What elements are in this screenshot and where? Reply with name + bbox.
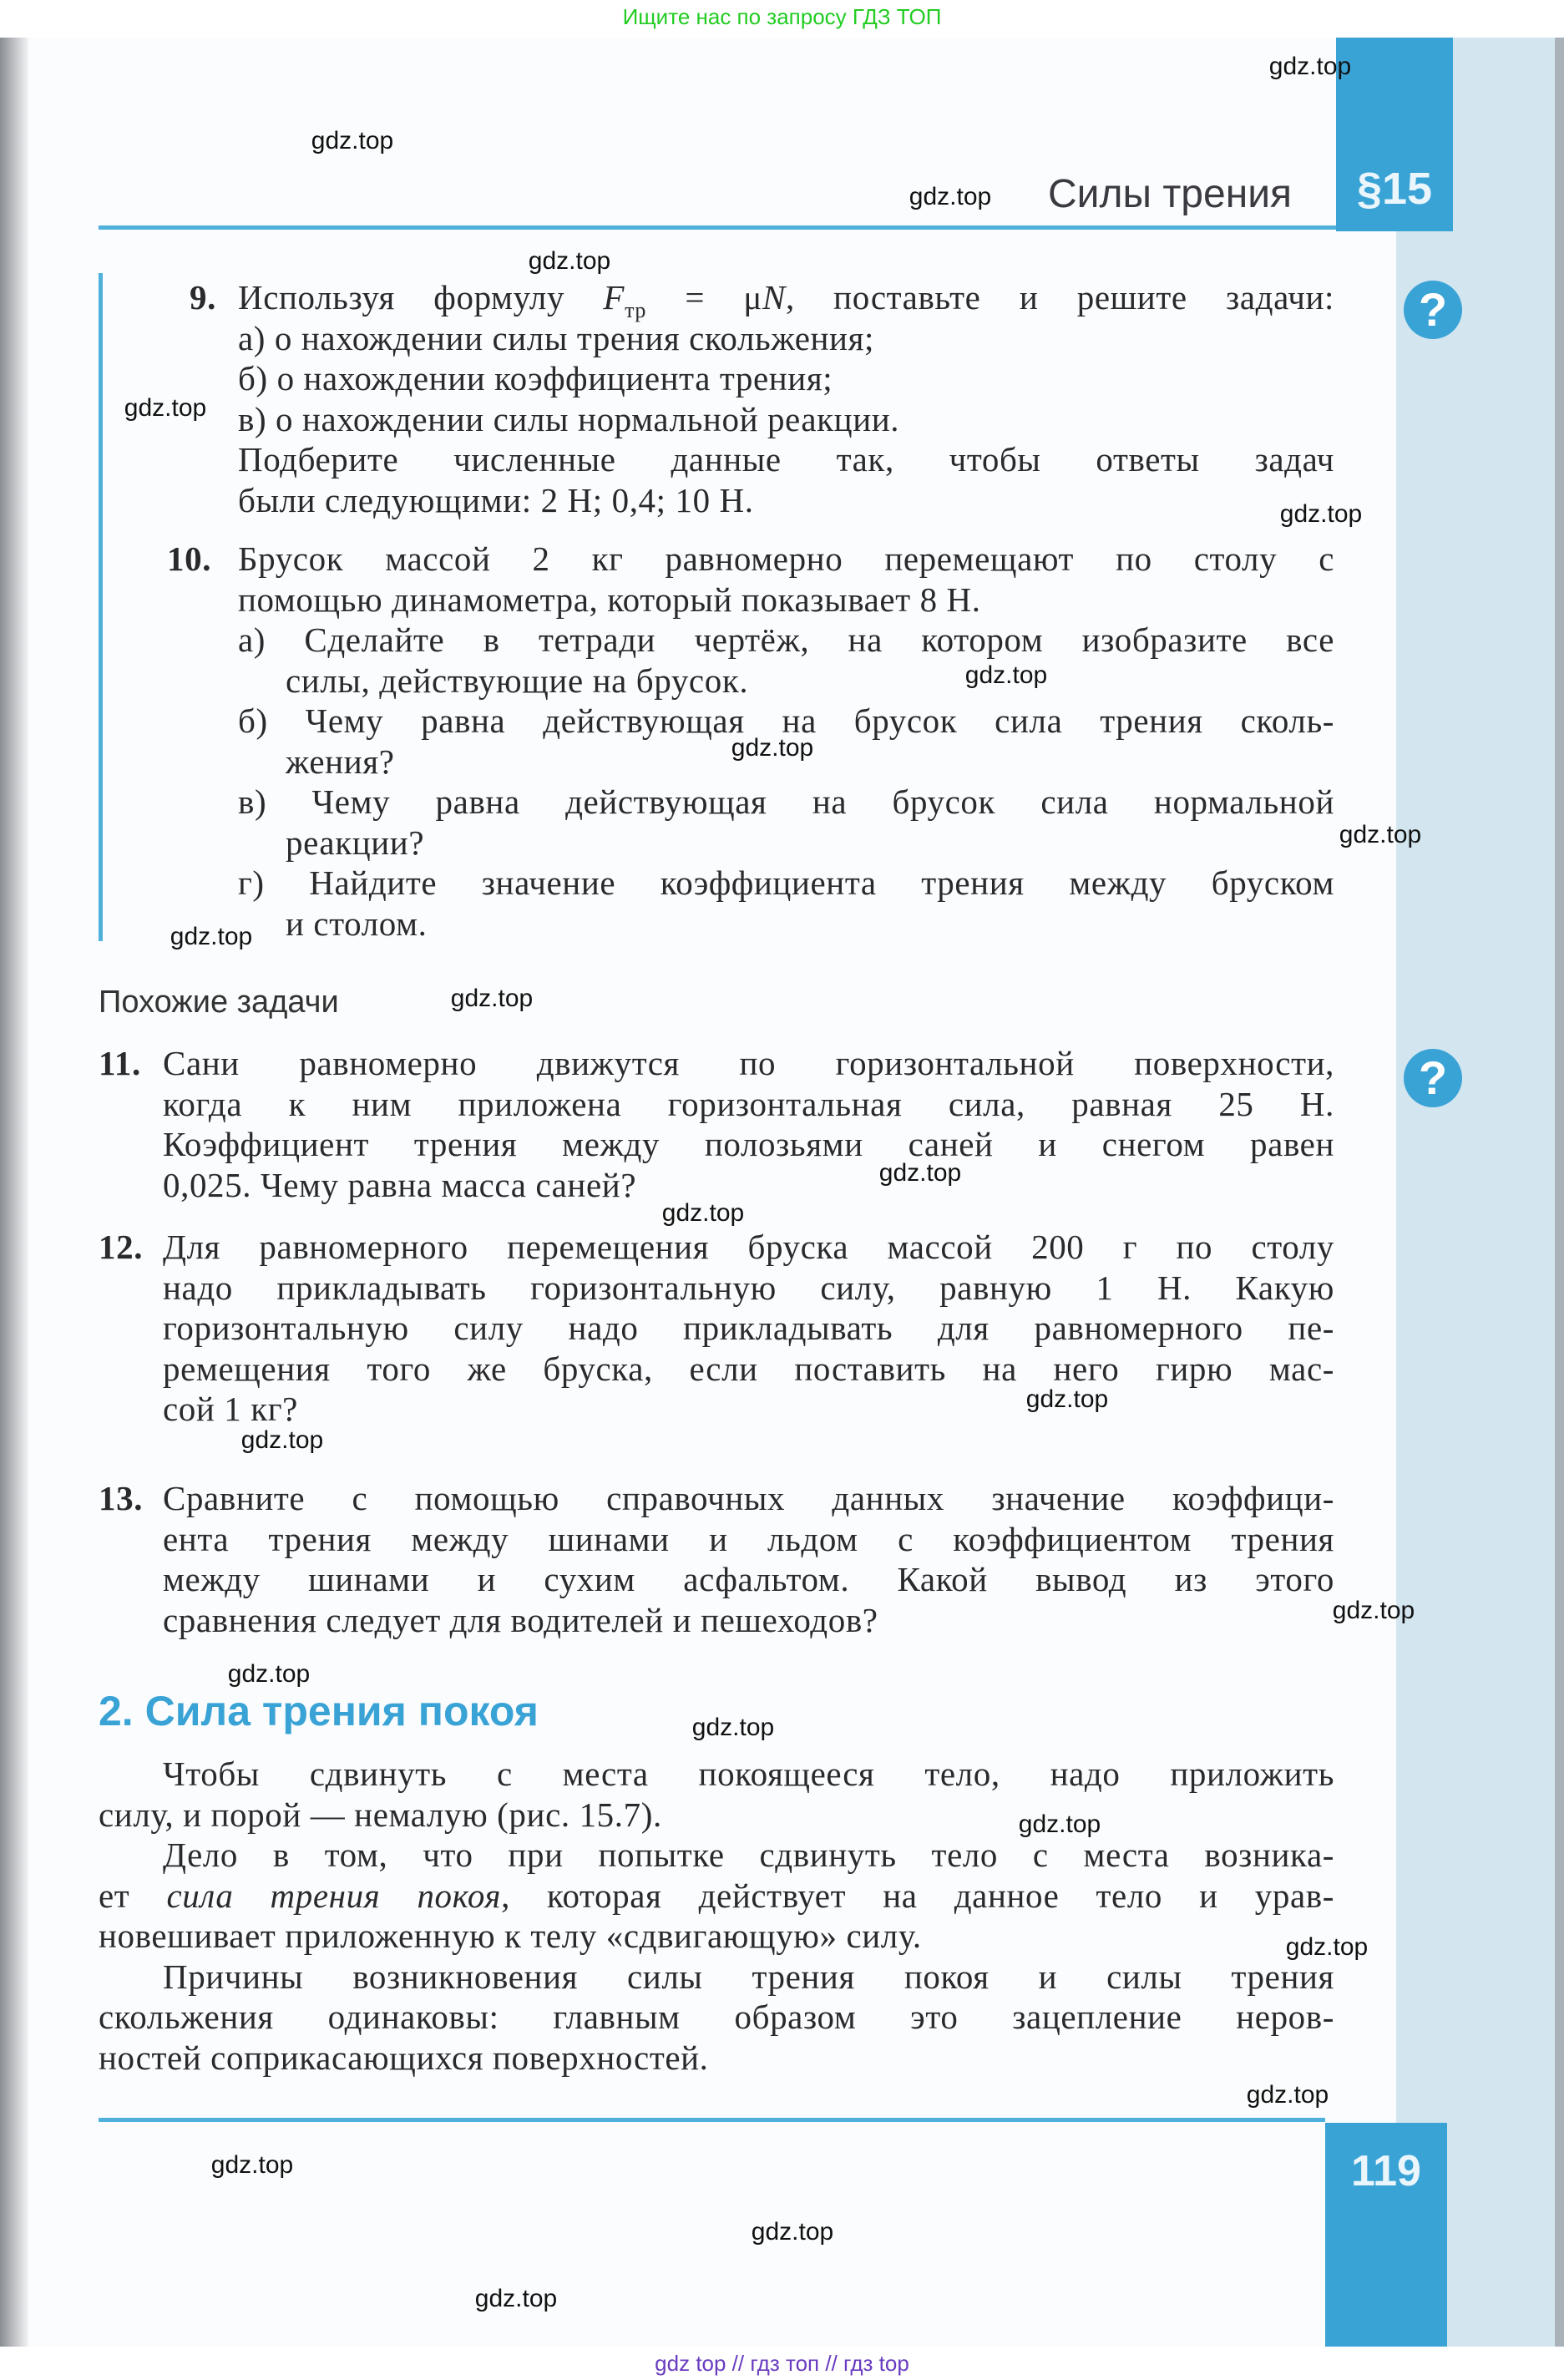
watermark: gdz.top xyxy=(170,923,253,950)
section-tab: §15 xyxy=(1336,38,1453,231)
watermark: gdz.top xyxy=(1285,1933,1369,1961)
text-line: новешивает приложенную к телу «сдвигающую» силу. xyxy=(99,1917,922,1955)
text-line: силы, действующие на брусок. xyxy=(286,661,749,700)
text-line: Причины возникновения силы трения покоя и силы трения xyxy=(163,1957,1334,1996)
task-11 xyxy=(99,1043,1334,1205)
text-line: сравнения следует для водителей и пешеходов? xyxy=(163,1600,878,1639)
text-line: ремещения того же бруска, если поставить на него гирю мас- xyxy=(163,1349,1334,1388)
task-number: 10. xyxy=(167,539,212,578)
text-line: силу, и порой — немалую (рис. 15.7). xyxy=(99,1795,662,1834)
watermark: gdz.top xyxy=(964,661,1048,689)
watermark: gdz.top xyxy=(210,2151,294,2179)
text-line: скольжения одинаковы: главным образом это зацепление неров- xyxy=(99,1998,1334,2036)
text-segment: , поставьте и решите задачи: xyxy=(785,278,1334,316)
text-line: надо прикладывать горизонтальную силу, равную 1 Н. Какую xyxy=(163,1268,1334,1307)
text-line: б) о нахождении коэффициента трения; xyxy=(238,359,833,398)
text-line: Коэффициент трения между полозьями саней и снегом равен xyxy=(163,1125,1334,1163)
text-line: а) Сделайте в тетради чертёж, на котором изобразите все xyxy=(238,620,1334,659)
watermark: gdz.top xyxy=(751,2218,834,2246)
watermark: gdz.top xyxy=(474,2285,558,2312)
text-line: горизонтальную силу надо прикладывать для равномерного пе- xyxy=(163,1309,1334,1347)
watermark: gdz.top xyxy=(124,394,207,422)
watermark: gdz.top xyxy=(227,1660,311,1688)
page-number: 119 xyxy=(1325,2123,1447,2347)
watermark: gdz.top xyxy=(1246,2081,1329,2109)
similar-tasks-label: Похожие задачи xyxy=(99,985,339,1020)
watermark: gdz.top xyxy=(661,1199,745,1227)
text-line: ента трения между шинами и льдом с коэффициентом трения xyxy=(163,1519,1334,1558)
text-line: помощью динамометра, который показывает 8 Н. xyxy=(238,580,981,619)
watermark: gdz.top xyxy=(1332,1597,1415,1624)
text-line: когда к ним приложена горизонтальная сила, равная 25 Н. xyxy=(163,1084,1334,1123)
question-icon: ? xyxy=(1404,1049,1462,1107)
page-title: Силы трения xyxy=(1048,172,1293,216)
task-12 xyxy=(99,1227,1334,1430)
watermark: gdz.top xyxy=(909,183,992,210)
task-10 xyxy=(99,539,1334,944)
task-number: 13. xyxy=(99,1479,144,1517)
watermark: gdz.top xyxy=(1339,821,1422,848)
watermark: gdz.top xyxy=(240,1426,324,1454)
italic-term: сила трения покоя xyxy=(166,1876,502,1915)
watermark: gdz.top xyxy=(528,247,611,275)
section-heading: 2. Сила трения покоя xyxy=(99,1688,539,1734)
text-line: Для равномерного перемещения бруска массой 200 г по столу xyxy=(163,1228,1334,1266)
text-line: Брусок массой 2 кг равномерно перемещают по столу с xyxy=(238,539,1334,578)
question-icon: ? xyxy=(1404,281,1462,339)
footer-links[interactable]: gdz top // гдз топ // гдз top xyxy=(0,2347,1564,2380)
task-9 xyxy=(99,277,1334,520)
watermark: gdz.top xyxy=(878,1159,962,1187)
watermark: gdz.top xyxy=(731,734,814,762)
watermark: gdz.top xyxy=(1268,53,1352,80)
watermark: gdz.top xyxy=(691,1714,775,1741)
watermark: gdz.top xyxy=(1018,1810,1101,1838)
text-line: жения? xyxy=(286,742,395,781)
text-line xyxy=(238,277,1334,322)
italic-term: N xyxy=(762,278,786,316)
italic-term: F xyxy=(603,278,625,316)
task-number: 11. xyxy=(99,1044,141,1082)
margin-strip xyxy=(1396,38,1555,2347)
page-edge xyxy=(1555,38,1564,2347)
text-line: и столом. xyxy=(286,904,428,943)
watermark: gdz.top xyxy=(1025,1385,1109,1413)
text-line: Сани равномерно движутся по горизонтальной поверхности, xyxy=(163,1044,1334,1082)
subscript: тр xyxy=(625,298,646,322)
text-line: были следующими: 2 Н; 0,4; 10 Н. xyxy=(238,480,754,519)
search-banner[interactable]: Ищите нас по запросу ГДЗ ТОП xyxy=(0,0,1564,38)
text-line: ностей соприкасающихся поверхностей. xyxy=(99,2038,709,2077)
watermark: gdz.top xyxy=(1279,500,1363,528)
paragraph-text xyxy=(99,1754,1334,2078)
text-line: Чтобы сдвинуть с места покоящееся тело, надо приложить xyxy=(163,1755,1334,1793)
text-line xyxy=(99,1876,1334,1917)
text-segment: = μ xyxy=(645,278,763,316)
task-number: 12. xyxy=(99,1228,144,1266)
text-line: б) Чему равна действующая на брусок сила трения сколь- xyxy=(238,701,1334,740)
text-line: в) Чему равна действующая на брусок сила нормальной xyxy=(238,782,1334,821)
text-line: реакции? xyxy=(286,823,425,862)
task-number: 9. xyxy=(190,278,216,316)
text-segment: , которая действует на данное тело и урав- xyxy=(501,1876,1334,1915)
text-line: Сравните с помощью справочных данных значение коэффици- xyxy=(163,1479,1334,1517)
text-line: между шинами и сухим асфальтом. Какой вывод из этого xyxy=(163,1560,1334,1598)
text-segment: Используя формулу xyxy=(238,278,604,316)
text-line: сой 1 кг? xyxy=(163,1390,298,1428)
page-binding-shadow xyxy=(0,38,28,2347)
text-line: г) Найдите значение коэффициента трения между бруском xyxy=(238,863,1334,902)
text-line: 0,025. Чему равна масса саней? xyxy=(163,1165,637,1204)
task-13 xyxy=(99,1478,1334,1640)
header-rule xyxy=(99,225,1336,230)
watermark: gdz.top xyxy=(311,127,394,154)
text-line: а) о нахождении силы трения скольжения; xyxy=(238,318,875,357)
footer-rule xyxy=(99,2118,1325,2122)
text-line: Подберите численные данные так, чтобы ответы задач xyxy=(238,440,1334,479)
watermark: gdz.top xyxy=(450,985,534,1012)
text-line: в) о нахождении силы нормальной реакции. xyxy=(238,399,900,438)
text-line: Дело в том, что при попытке сдвинуть тело с места возника- xyxy=(163,1836,1334,1874)
text-segment: ет xyxy=(99,1876,167,1915)
